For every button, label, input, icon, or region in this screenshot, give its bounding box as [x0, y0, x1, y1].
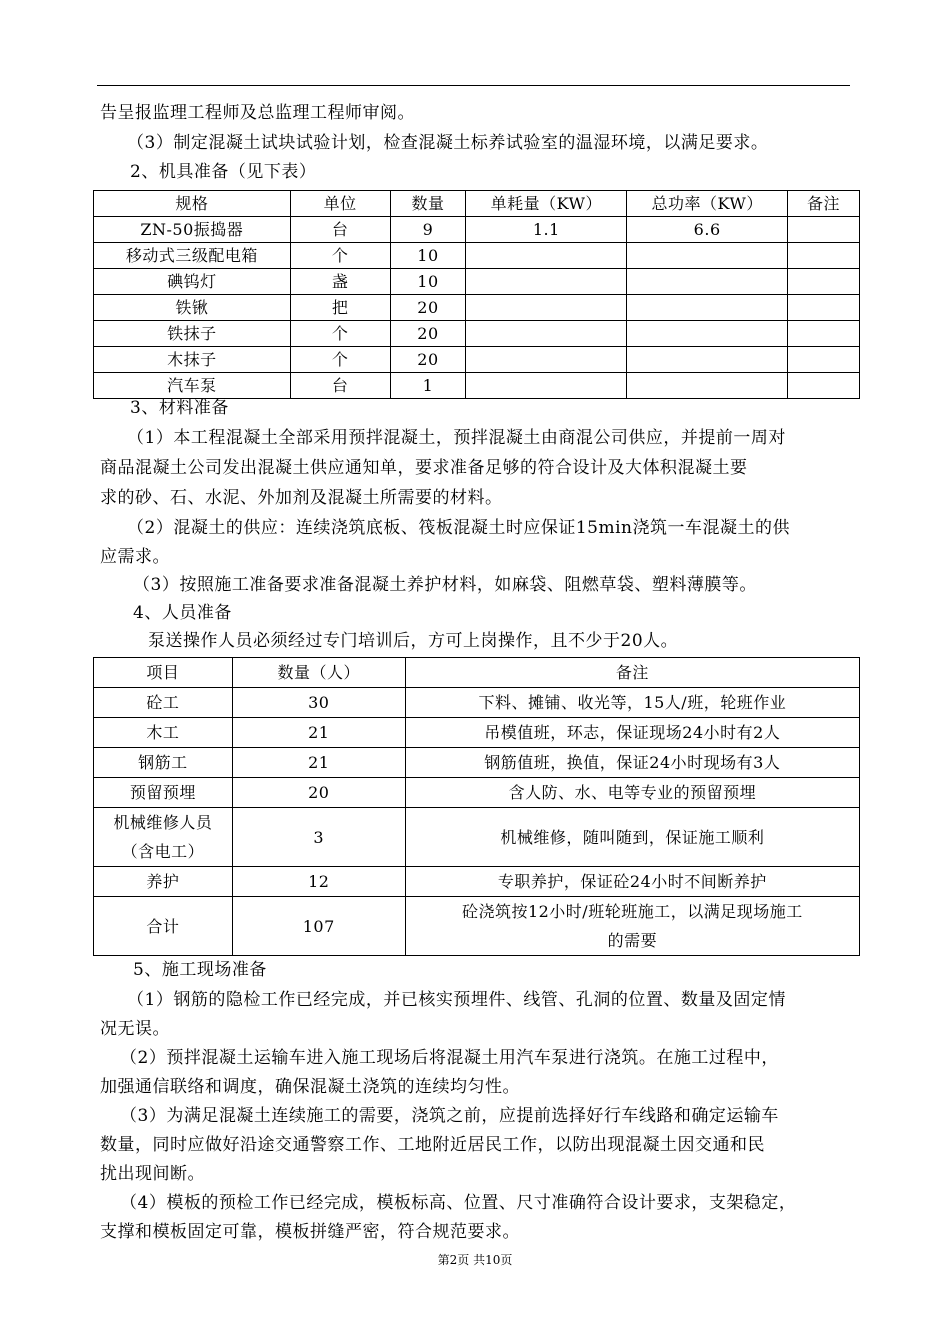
- table-row: [94, 321, 860, 347]
- section-heading: 4、人员准备: [133, 603, 232, 623]
- header-cell: 备注: [405, 658, 859, 688]
- header-cell: 数量（人）: [232, 658, 405, 688]
- table-row: [94, 295, 860, 321]
- table-cell: 10: [390, 243, 466, 269]
- table-cell: 10: [390, 269, 466, 295]
- table-row: [94, 808, 860, 867]
- table-cell: [788, 243, 860, 269]
- table-cell: 下料、摊铺、收光等，15人/班，轮班作业: [405, 688, 859, 718]
- table-cell: 107: [232, 897, 405, 956]
- paragraph: （2）预拌混凝土运输车进入施工现场后将混凝土用汽车泵进行浇筑。在施工过程中，: [120, 1048, 779, 1068]
- paragraph: （3）制定混凝土试块试验计划，检查混凝土标养试验室的温湿环境，以满足要求。: [127, 133, 769, 153]
- table-cell: 1: [390, 373, 466, 399]
- table-cell: 移动式三级配电箱: [94, 243, 291, 269]
- table-cell: 6.6: [627, 217, 788, 243]
- table-row: [94, 243, 860, 269]
- table-cell: 30: [232, 688, 405, 718]
- table-cell: 含人防、水、电等专业的预留预埋: [405, 778, 859, 808]
- table-cell: 台: [290, 373, 390, 399]
- table-cell: 把: [290, 295, 390, 321]
- paragraph: 支撑和模板固定可靠，模板拼缝严密，符合规范要求。: [100, 1222, 520, 1242]
- paragraph: 商品混凝土公司发出混凝土供应通知单，要求准备足够的符合设计及大体积混凝土要: [100, 458, 748, 478]
- table-cell: 合计: [94, 897, 233, 956]
- table-cell: 铁锹: [94, 295, 291, 321]
- paragraph: （4）模板的预检工作已经完成，模板标高、位置、尺寸准确符合设计要求，支架稳定，: [120, 1193, 797, 1213]
- table-row: [94, 688, 860, 718]
- cell-line: 砼浇筑按12小时/班轮班施工，以满足现场施工: [461, 902, 803, 921]
- table-cell: [627, 243, 788, 269]
- table-cell: 20: [232, 778, 405, 808]
- table-cell: 个: [290, 243, 390, 269]
- paragraph: 泵送操作人员必须经过专门培训后，方可上岗操作，且不少于20人。: [148, 631, 679, 651]
- header-cell: 规格: [94, 191, 291, 217]
- table-cell: 3: [232, 808, 405, 867]
- table-cell: 20: [390, 295, 466, 321]
- table-cell: [466, 373, 627, 399]
- paragraph: 况无误。: [100, 1019, 170, 1039]
- table-cell: [788, 295, 860, 321]
- table-cell: 21: [232, 748, 405, 778]
- header-cell: 单耗量（KW）: [466, 191, 627, 217]
- table-cell: 9: [390, 217, 466, 243]
- table-row: [94, 347, 860, 373]
- table-row: [94, 269, 860, 295]
- paragraph: 应需求。: [100, 547, 170, 567]
- table-row: [94, 778, 860, 808]
- table-cell: [627, 347, 788, 373]
- equipment-table: [93, 190, 860, 399]
- table-cell: 20: [390, 347, 466, 373]
- cell-line: 机械维修人员: [113, 813, 213, 832]
- table-cell: ZN-50振捣器: [94, 217, 291, 243]
- header-cell: 备注: [788, 191, 860, 217]
- table-row: [94, 718, 860, 748]
- table-cell: [788, 321, 860, 347]
- table-cell: 木抹子: [94, 347, 291, 373]
- table-cell: 20: [390, 321, 466, 347]
- table-cell: [788, 217, 860, 243]
- table-cell: 汽车泵: [94, 373, 291, 399]
- paragraph: （3）为满足混凝土连续施工的需要，浇筑之前，应提前选择好行车线路和确定运输车: [120, 1106, 779, 1126]
- table-cell: 21: [232, 718, 405, 748]
- paragraph: 扰出现间断。: [100, 1164, 205, 1184]
- header-cell: 数量: [390, 191, 466, 217]
- table-cell: 铁抹子: [94, 321, 291, 347]
- table-cell: [627, 295, 788, 321]
- table-cell: 个: [290, 347, 390, 373]
- table-header-row: [94, 191, 860, 217]
- table-cell: 盏: [290, 269, 390, 295]
- header-cell: 项目: [94, 658, 233, 688]
- table-row: [94, 217, 860, 243]
- staff-table: [93, 657, 860, 956]
- table-cell: 专职养护，保证砼24小时不间断养护: [405, 867, 859, 897]
- table-cell: [466, 295, 627, 321]
- table-cell: [94, 808, 233, 867]
- cell-line: 的需要: [607, 931, 658, 950]
- table-cell: [788, 269, 860, 295]
- table-header-row: [94, 658, 860, 688]
- page-footer: 第2页 共10页: [437, 1253, 513, 1267]
- table-cell: 木工: [94, 718, 233, 748]
- table-cell: 钢筋工: [94, 748, 233, 778]
- table-row: [94, 748, 860, 778]
- table-cell: 12: [232, 867, 405, 897]
- table-cell: 预留预埋: [94, 778, 233, 808]
- table-cell: [466, 243, 627, 269]
- table-cell: 养护: [94, 867, 233, 897]
- table-cell: 吊模值班，环志，保证现场24小时有2人: [405, 718, 859, 748]
- table-cell: [405, 897, 859, 956]
- section-heading: 2、机具准备（见下表）: [130, 162, 317, 182]
- header-cell: 总功率（KW）: [627, 191, 788, 217]
- table-cell: 钢筋值班，换值，保证24小时现场有3人: [405, 748, 859, 778]
- section-heading: 3、材料准备: [130, 398, 229, 418]
- table-cell: 砼工: [94, 688, 233, 718]
- table-cell: 台: [290, 217, 390, 243]
- table-cell: [788, 373, 860, 399]
- table-cell: 个: [290, 321, 390, 347]
- table-cell: 碘钨灯: [94, 269, 291, 295]
- table-cell: 机械维修，随叫随到，保证施工顺利: [405, 808, 859, 867]
- paragraph: （1）钢筋的隐检工作已经完成，并已核实预埋件、线管、孔洞的位置、数量及固定情: [127, 990, 786, 1010]
- paragraph: 数量，同时应做好沿途交通警察工作、工地附近居民工作，以防出现混凝土因交通和民: [100, 1135, 765, 1155]
- header-cell: 单位: [290, 191, 390, 217]
- table-row: [94, 867, 860, 897]
- table-cell: [466, 347, 627, 373]
- table-cell: [466, 269, 627, 295]
- table-cell: [627, 373, 788, 399]
- table-row: [94, 897, 860, 956]
- table-cell: [788, 347, 860, 373]
- cell-line: （含电工）: [121, 842, 205, 861]
- section-heading: 5、施工现场准备: [133, 960, 267, 980]
- table-cell: [627, 269, 788, 295]
- table-cell: [466, 321, 627, 347]
- paragraph: 求的砂、石、水泥、外加剂及混凝土所需要的材料。: [100, 488, 503, 508]
- table-cell: [627, 321, 788, 347]
- paragraph: （3）按照施工准备要求准备混凝土养护材料，如麻袋、阻燃草袋、塑料薄膜等。: [133, 575, 757, 595]
- paragraph: （1）本工程混凝土全部采用预拌混凝土，预拌混凝土由商混公司供应，并提前一周对: [127, 428, 786, 448]
- paragraph: 告呈报监理工程师及总监理工程师审阅。: [100, 103, 415, 123]
- paragraph: 加强通信联络和调度，确保混凝土浇筑的连续均匀性。: [100, 1077, 520, 1097]
- paragraph: （2）混凝土的供应：连续浇筑底板、筏板混凝土时应保证15min浇筑一车混凝土的供: [127, 518, 790, 538]
- header-rule: [97, 85, 850, 86]
- table-cell: 1.1: [466, 217, 627, 243]
